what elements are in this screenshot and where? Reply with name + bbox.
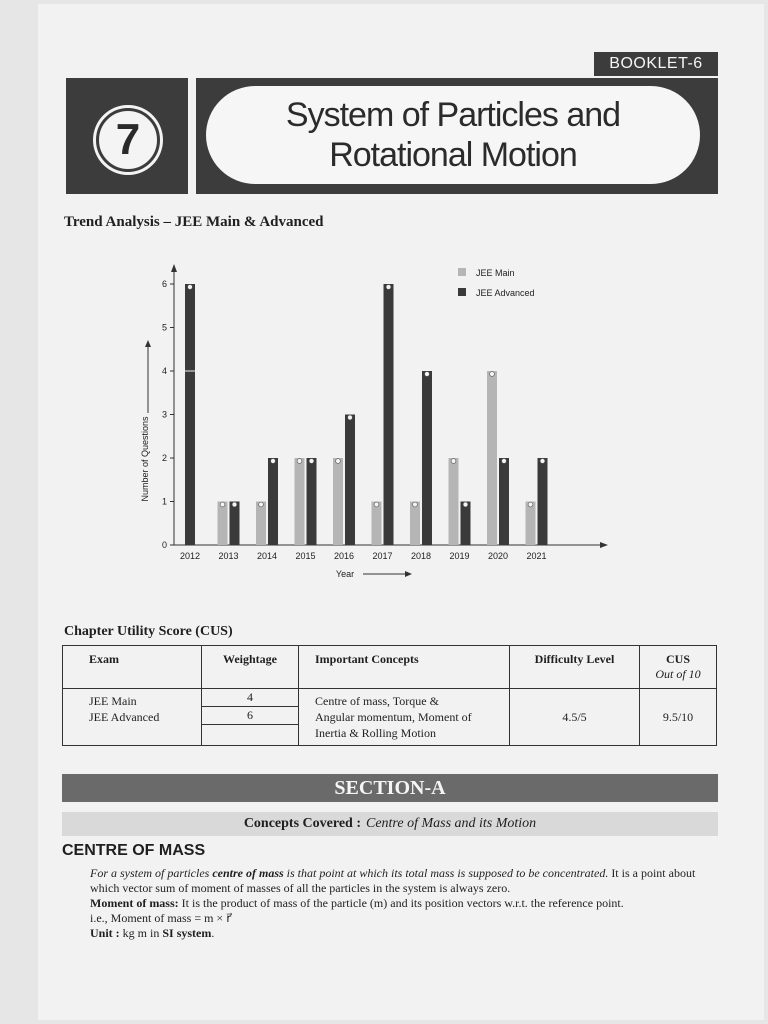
y-tick-label-0: 0: [161, 540, 167, 550]
def-part-a: For a system of particles: [90, 866, 213, 880]
x-tick-label-2019: 2019: [449, 551, 470, 561]
chart-legend: [458, 268, 535, 298]
trend-chart: [130, 262, 610, 592]
weightage-cell: [202, 689, 299, 746]
difficulty-cell: 4.5/5: [510, 689, 640, 746]
bar-advanced-2020: [499, 458, 509, 545]
bar-marker-main-2016: [336, 459, 341, 464]
exam-jee-main: JEE Main: [89, 694, 137, 708]
concept-line-3: Inertia & Rolling Motion: [315, 726, 436, 740]
bar-marker-main-2021: [528, 502, 533, 507]
bar-advanced-2015: [307, 458, 317, 545]
y-tick-label-3: 3: [161, 409, 167, 420]
legend-label-advanced: JEE Advanced: [476, 288, 535, 298]
x-tick-label-2012: 2012: [179, 551, 201, 561]
bar-main-2019: [449, 458, 459, 545]
section-heading: SECTION-A: [62, 774, 718, 802]
cus-data-row: [63, 689, 717, 746]
bar-main-2015: [295, 458, 305, 545]
x-tick-label-2015: 2015: [295, 551, 316, 561]
cus-title: Chapter Utility Score (CUS): [64, 624, 233, 639]
bar-marker-main-2020: [490, 372, 495, 377]
legend-swatch-advanced: [458, 288, 466, 296]
unit-paragraph: [90, 926, 720, 941]
bar-advanced-2018: [422, 371, 432, 545]
legend-swatch-main: [458, 268, 466, 276]
bar-marker-advanced-2016: [348, 415, 353, 420]
cus-header-row: [63, 646, 717, 689]
definition-paragraph: [90, 866, 720, 896]
def-part-d: It is a point about which vector sum of moment of masses of all the particles in the system is always zero.: [90, 866, 696, 895]
chapter-number: 7: [96, 108, 160, 172]
x-tick-label-2017: 2017: [372, 551, 393, 561]
bar-main-2017: [372, 502, 382, 546]
bar-main-2018: [410, 502, 420, 546]
bar-marker-advanced-2018: [425, 372, 430, 377]
bar-marker-advanced-2014: [271, 459, 276, 464]
header-difficulty: Difficulty Level: [510, 646, 640, 689]
booklet-badge: BOOKLET-6: [594, 52, 718, 76]
weightage-empty: [202, 725, 298, 743]
chapter-title-line1: System of Particles and: [285, 96, 621, 134]
header-weightage: Weightage: [202, 646, 299, 689]
cus-score-cell: 9.5/10: [640, 689, 717, 746]
def-part-c: is that point at which its total mass is supposed to be concentrated.: [283, 866, 609, 880]
bar-main-2013: [218, 502, 228, 546]
centre-of-mass-heading: CENTRE OF MASS: [62, 842, 206, 859]
weightage-main: 4: [202, 689, 298, 707]
moment-of-mass-paragraph: [90, 896, 720, 911]
concepts-covered-bar: [62, 812, 718, 836]
x-tick-label-2016: 2016: [333, 551, 355, 561]
bar-marker-main-2013: [220, 502, 225, 507]
unit-label: Unit :: [90, 926, 120, 940]
x-tick-label-2018: 2018: [410, 551, 432, 561]
bar-advanced-2017: [384, 284, 394, 545]
bar-marker-main-2012: [188, 285, 193, 290]
bar-main-2014: [256, 502, 266, 546]
exam-cell: [63, 689, 202, 746]
header-concepts: Important Concepts: [299, 646, 510, 689]
x-label-arrow-head: [405, 571, 412, 577]
y-tick-label-5: 5: [161, 322, 167, 333]
concepts-cell: [299, 689, 510, 746]
cus-table: [62, 645, 717, 746]
bar-marker-main-2014: [259, 502, 264, 507]
x-axis-label: Year: [335, 569, 355, 579]
x-tick-label-2013: 2013: [218, 551, 239, 561]
bar-advanced-2016: [345, 415, 355, 546]
bar-marker-advanced-2020: [502, 459, 507, 464]
bar-advanced-2019: [461, 502, 471, 546]
trend-analysis-title: Trend Analysis – JEE Main & Advanced: [64, 214, 324, 230]
moment-text: It is the product of mass of the particle (m) and its position vectors w.r.t. the reference point.: [178, 896, 624, 910]
x-axis-arrow: [600, 542, 608, 548]
bar-advanced-2021: [538, 458, 548, 545]
x-tick-label-2014: 2014: [256, 551, 278, 561]
bar-advanced-2013: [230, 502, 240, 546]
bar-marker-advanced-2021: [540, 459, 545, 464]
y-label-arrow-head: [145, 340, 151, 347]
bar-advanced-2014: [268, 458, 278, 545]
bar-main-2021: [526, 502, 536, 546]
unit-bold: SI system: [162, 926, 212, 940]
chapter-title-line2: Rotational Motion: [329, 136, 577, 174]
concept-line-2: Angular momentum, Moment of: [315, 710, 472, 724]
chart-bars: [185, 284, 548, 545]
chapter-title: [206, 86, 700, 184]
y-tick-label-6: 6: [161, 279, 167, 289]
bar-main-2016: [333, 458, 343, 545]
bar-marker-advanced-2017: [386, 285, 391, 290]
bar-marker-main-2019: [451, 459, 456, 464]
bar-marker-advanced-2019: [463, 502, 468, 507]
bar-main-2020: [487, 371, 497, 545]
y-tick-label-2: 2: [161, 453, 167, 463]
exam-jee-advanced: JEE Advanced: [89, 710, 160, 724]
concept-line-1: Centre of mass, Torque &: [315, 694, 439, 708]
bar-marker-main-2018: [413, 502, 418, 507]
x-tick-label-2020: 2020: [487, 551, 509, 561]
bar-marker-main-2015: [297, 459, 302, 464]
y-tick-label-4: 4: [161, 366, 167, 376]
def-part-b: centre of mass: [212, 866, 284, 880]
unit-end: .: [211, 926, 215, 940]
body-text: [90, 866, 720, 941]
x-tick-label-2021: 2021: [526, 551, 547, 561]
concepts-covered-value: Centre of Mass and its Motion: [365, 816, 537, 831]
y-axis-label: Number of Questions: [140, 416, 150, 502]
moment-label: Moment of mass:: [90, 896, 179, 910]
moment-formula: i.e., Moment of mass = m × r⃗: [90, 911, 232, 925]
header-cus: [640, 646, 717, 689]
header-cus-label: CUS: [665, 652, 690, 666]
bar-marker-advanced-2015: [309, 459, 314, 464]
header-cus-sub: Out of 10: [655, 667, 701, 681]
bar-marker-main-2017: [374, 502, 379, 507]
y-tick-label-1: 1: [161, 496, 167, 507]
y-axis-arrow: [171, 264, 177, 272]
bar-main-2012: [185, 284, 195, 545]
concepts-covered-label: Concepts Covered :: [243, 816, 361, 831]
legend-label-main: JEE Main: [476, 268, 515, 278]
bar-marker-advanced-2013: [232, 502, 237, 507]
weightage-advanced: 6: [202, 707, 298, 725]
header-exam: Exam: [63, 646, 202, 689]
unit-text: kg m in: [119, 926, 163, 940]
